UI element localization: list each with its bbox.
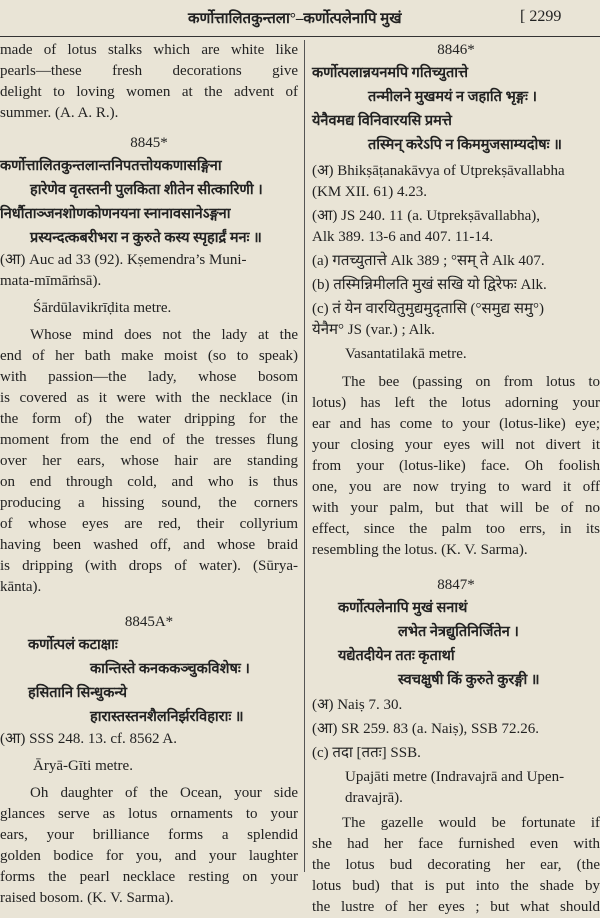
header-rule	[0, 36, 600, 37]
entry-number: 8846*	[437, 42, 475, 58]
right-column	[312, 40, 600, 918]
verse-line: कर्णोत्तालितकुन्तलान्तनिपतत्तोयकणासङ्गिना	[0, 158, 222, 174]
verse-line: तन्मीलने मुखमयं न जहाति भृङ्गः ।	[368, 89, 537, 105]
text-line: summer. (A. A. R.).	[0, 105, 119, 121]
verse-line: हारेणेव वृतस्तनी पुलकिता शीतेन सीत्कारिणी ।	[30, 182, 263, 198]
text-line: glances serve as lotus ornaments to your	[0, 806, 298, 822]
translation	[312, 372, 600, 561]
translation	[312, 813, 600, 918]
sanskrit-verse	[0, 154, 298, 250]
verse-line: कर्णोत्पलान्नयनमपि गतिच्युतात्ते	[312, 65, 469, 81]
text-line: one, you are now trying to ward it off	[312, 479, 600, 495]
text-line: with your palm, but that will be of no	[312, 500, 600, 516]
reference	[312, 206, 600, 248]
text-line: The bee (passing on from lotus to	[342, 374, 600, 390]
verse-line: हसितानि सिन्धुकन्ये	[28, 685, 128, 701]
text-line: is covered as it were with the necklace (in	[0, 390, 298, 406]
text-line: The gazelle would be fortunate if	[342, 815, 600, 831]
text-line: kānta).	[0, 579, 42, 595]
reference	[312, 719, 600, 740]
verse-line: निर्धौताञ्जनशोणकोणनयना स्नानावसानेऽङ्गना	[0, 206, 231, 222]
text-line: pearls—these fresh decorations give	[0, 63, 298, 79]
reference-line: Alk 389. 13-6 and 407. 11-14.	[312, 229, 494, 245]
text-line: raised bosom. (K. V. Sarma).	[0, 890, 174, 906]
reference-line: येनैम° JS (var.) ; Alk.	[312, 322, 435, 338]
verse-line: तस्मिन् करेऽपि न किममुजसाम्यदोषः ॥	[368, 137, 562, 153]
reference-line: (अ) Bhikṣāṭanakāvya of Utprekṣāvallabha	[312, 163, 565, 179]
text-line: golden bodice for you, and your laughter	[0, 848, 298, 864]
text-line: she had her face furnished even with	[312, 836, 600, 852]
text-line: is dripping (with drops of water). (Sūrya-	[0, 558, 298, 574]
text-line: ears, your brilliance forms a splendid	[0, 827, 298, 843]
reference-line: (a) गतच्युतात्ते Alk 389 ; °सम् ते Alk 407.	[312, 253, 545, 269]
text-line: on end through cold, and who is thus	[0, 474, 298, 490]
entry-8845	[0, 133, 298, 598]
text-line: made of lotus stalks which are white like	[0, 42, 298, 58]
reference-line: (अ) Naiṣ 7. 30.	[312, 697, 403, 713]
text-line: ear and has come to your (lotus-like) eye;	[312, 416, 600, 432]
text-line: the form of) the water dripping for the	[0, 411, 298, 427]
entry-number: 8845A*	[124, 614, 174, 630]
text-line: of whose eyes are red, their collyrium	[0, 516, 298, 532]
entry-number: 8845*	[130, 135, 168, 151]
metre-name: Vasantatilakā metre.	[345, 346, 467, 362]
metre-name	[312, 767, 600, 809]
text-line: Oh daughter of the Ocean, your side	[30, 785, 298, 801]
text-line: over her ears, whose hair are standing	[0, 453, 298, 469]
text-line: forms the pearl necklace resting on your	[0, 869, 298, 885]
reference-line: (आ) SR 259. 83 (a. Naiṣ), SSB 72.26.	[312, 721, 540, 737]
reference	[0, 729, 298, 750]
text-line: moment from the end of the tresses flung	[0, 432, 298, 448]
text-line: with passion—the lady, whose bosom	[0, 369, 298, 385]
metre-line: dravajrā).	[345, 790, 403, 806]
verse-line: यद्येतदीयेन ततः कृतार्था	[338, 648, 455, 664]
entry-8846	[312, 40, 600, 561]
reference	[312, 743, 600, 764]
intro-paragraph	[0, 40, 298, 124]
reference-line: (c) तं येन वारयितुमुद्यमुदृतासि (°समुद्य समु°)	[312, 301, 544, 317]
metre-name: Śārdūlavikrīḍita metre.	[33, 300, 172, 316]
sanskrit-verse	[0, 633, 298, 729]
verse-line: कर्णोत्पलेनापि मुखं सनाथं	[338, 600, 468, 616]
metre-line: Upajāti metre (Indravajrā and Upen-	[345, 769, 565, 785]
reference	[312, 299, 600, 341]
verse-line: स्वचक्षुषी किं कुरुते कुरङ्गी ॥	[398, 672, 540, 688]
verse-line: कर्णोत्पलं कटाक्षाः	[28, 637, 118, 653]
reference-line: (आ) JS 240. 11 (a. Utprekṣāvallabha),	[312, 208, 541, 224]
text-line: the lustre of her eyes ; but what should	[312, 899, 600, 915]
verse-line: हारास्तस्तनशैलनिर्झरविहाराः ॥	[90, 709, 244, 725]
verse-line: कान्तिस्ते कनककञ्चुकविशेषः ।	[90, 661, 250, 677]
reference-line: (b) तस्मिन्निमीलति मुखं सखि यो द्विरेफः Alk.	[312, 277, 547, 293]
text-line: end of her bath make moist (so to speak)	[0, 348, 298, 364]
sanskrit-verse	[312, 61, 600, 157]
reference-line: (आ) Auc ad 33 (92). Kṣemendra’s Muni-	[0, 252, 247, 268]
text-line: lotus) has left the lotus adorning your	[312, 395, 600, 411]
page-header	[0, 0, 600, 38]
metre-name: Āryā-Gīti metre.	[33, 758, 133, 774]
verse-line: लभेत नेत्रद्युतिनिर्जितेन ।	[398, 624, 519, 640]
page-number: [ 2299	[520, 8, 562, 25]
reference-line: (आ) SSS 248. 13. cf. 8562 A.	[0, 731, 178, 747]
text-line: from your (lotus-like) face. Oh foolish	[312, 458, 600, 474]
text-line: producing a hissing sound, the corners	[0, 495, 298, 511]
text-line: lotus bud) that is put into the shade by	[312, 878, 600, 894]
reference	[0, 250, 298, 292]
text-line: your closing your eyes will not divert it	[312, 437, 600, 453]
text-line: having been washed off, and whose braid	[0, 537, 298, 553]
text-line: Whose mind does not the lady at the	[30, 327, 298, 343]
verse-line: प्रस्यन्दत्कबरीभरा न कुरुते कस्य स्पृहार्द्रं मनः ॥	[30, 230, 262, 246]
entry-8845A	[0, 612, 298, 909]
verse-line: येनैवमद्य विनिवारयसि प्रमत्ते	[312, 113, 452, 129]
text-line: effect, since the palm too errs, in its	[312, 521, 600, 537]
reference	[312, 695, 600, 716]
entry-8847	[312, 575, 600, 918]
column-divider	[304, 40, 305, 872]
text-line: resembling the lotus. (K. V. Sarma).	[312, 542, 528, 558]
entry-number: 8847*	[437, 577, 475, 593]
reference-line: (c) तदा [ततः] SSB.	[312, 745, 421, 761]
translation	[0, 325, 298, 598]
text-line: delight to loving women at the advent of	[0, 84, 298, 100]
translation	[0, 783, 298, 909]
reference	[312, 161, 600, 203]
reference	[312, 275, 600, 296]
text-line: the lotus bud decorating her ear, (the	[312, 857, 600, 873]
reference	[312, 251, 600, 272]
reference-line: mata-mīmāṁsā).	[0, 273, 102, 289]
running-title: कर्णोत्तालितकुन्तला°–कर्णोत्पलेनापि मुखं	[188, 11, 402, 27]
sanskrit-verse	[312, 596, 600, 692]
left-column	[0, 40, 298, 909]
reference-line: (KM XII. 61) 4.23.	[312, 184, 427, 200]
